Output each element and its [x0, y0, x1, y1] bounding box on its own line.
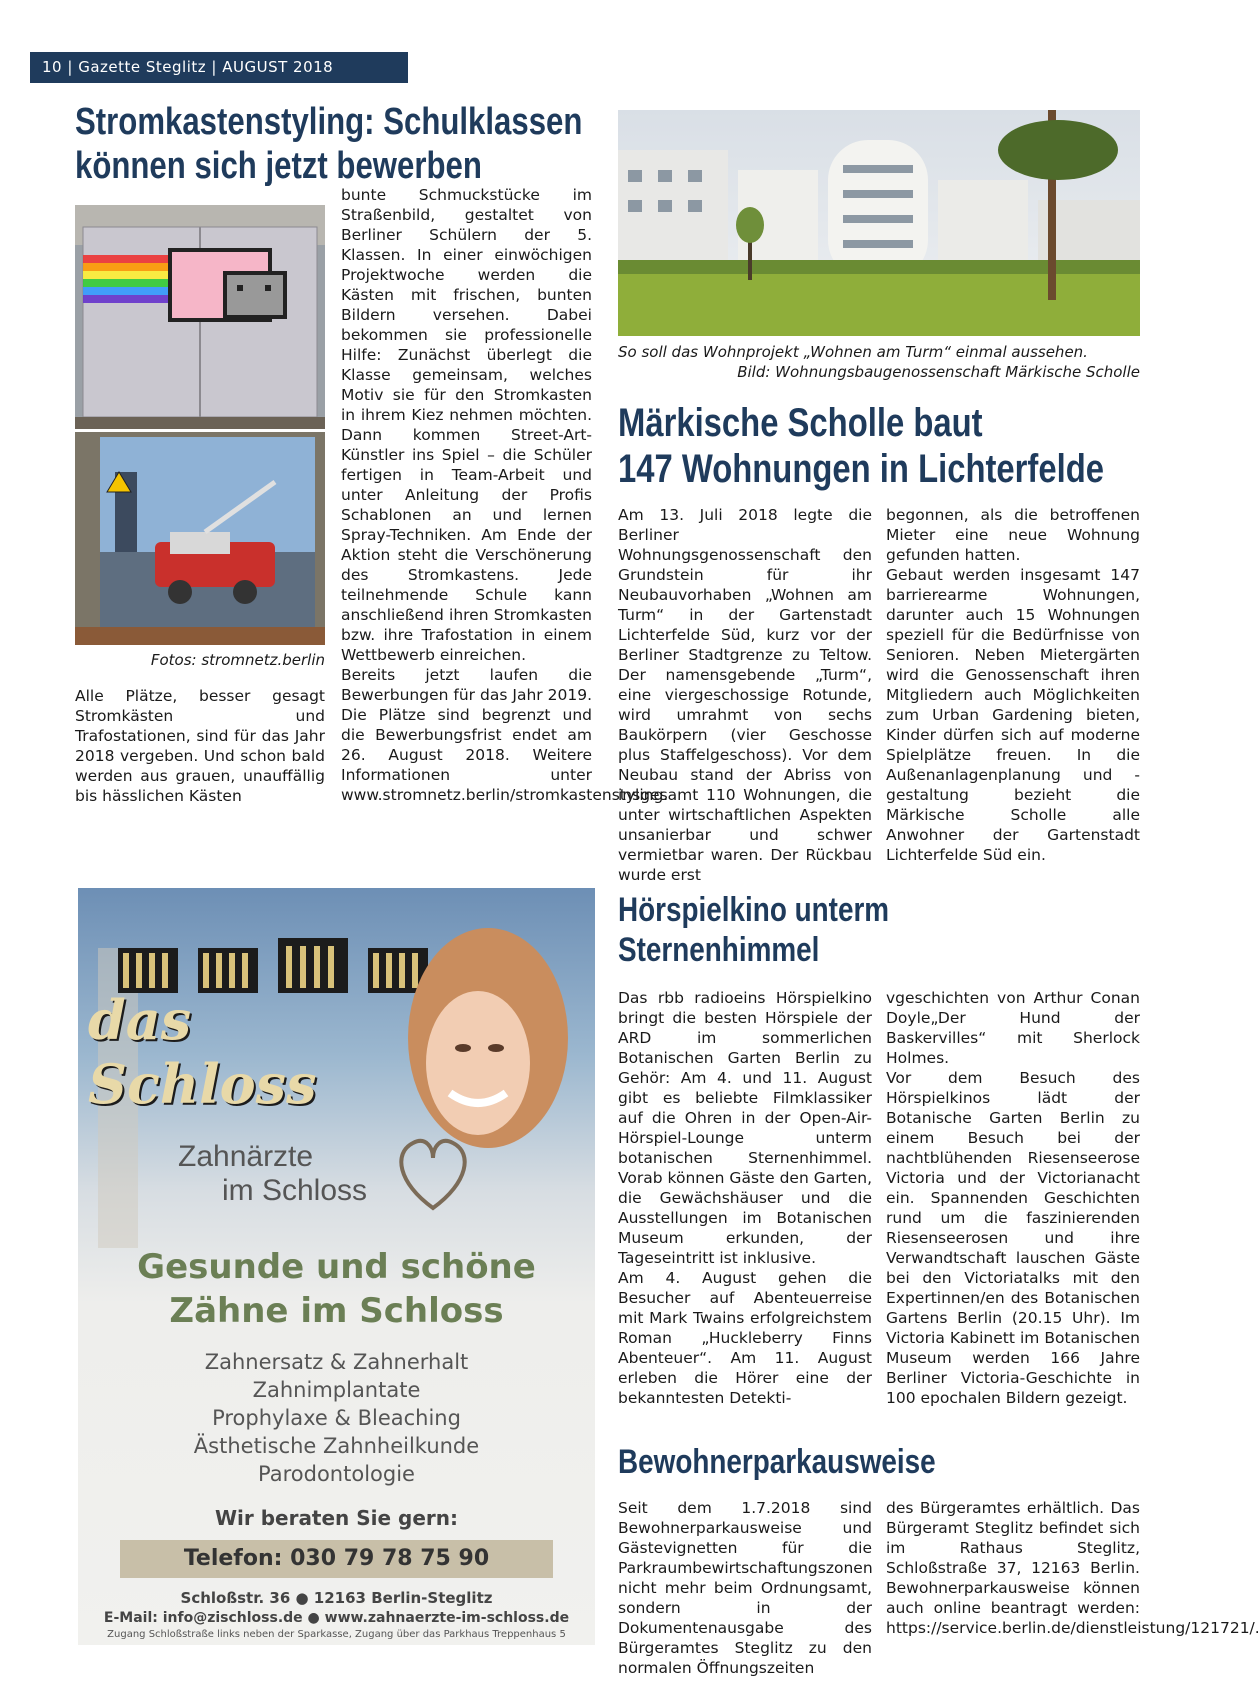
article4-title-text: Bewohnerparkausweise	[618, 1443, 936, 1481]
caption-credit: Bild: Wohnungsbaugenossenschaft Märkische Scholle	[737, 363, 1140, 381]
article1-title-line2: können sich jetzt bewerben	[75, 145, 482, 187]
article2-col2-p2: Gebaut werden insgesamt 147 barrierearme Wohnungen, darunter auch 15 Wohnungen speziell für die Bedürfnisse von Senioren. Neben Mietergärten wird die Genossenschaft ihren Mitgliedern auch Möglichkeiten zum Urban Gardening bieten, Kinder dürfen sich auf moderne Spielplätze freuen. In die Außenanlagenplanung und -gestaltung bezieht die Märkische Scholle alle Anwohner der Gartenstadt Lichterfelde Süd ein.	[886, 566, 1140, 864]
article4-title	[618, 1442, 1005, 1482]
article1-title-line1: Stromkastenstyling: Schulklassen	[75, 101, 583, 143]
article3-col2-p1: vgeschichten von Arthur Conan Doyle„Der Hund der Baskervilles“ mit Sherlock Holmes.	[886, 989, 1140, 1067]
stromkasten-photo-1	[75, 205, 325, 429]
page-header: 10 | Gazette Steglitz | AUGUST 2018	[30, 52, 408, 83]
article4-col1: Seit dem 1.7.2018 sind Bewohnerparkausweise und Gästevignetten für die Parkraumbewirtschaftungszonen nicht mehr beim Ordnungsamt, sondern in der Dokumentenausgabe des Bürgeramtes Steglitz zu den normalen Öffnungszeiten	[618, 1499, 873, 1677]
article3-title	[618, 890, 949, 970]
article1-title	[75, 100, 694, 188]
ad-access-note: Zugang Schloßstraße links neben der Sparkasse, Zugang über das Parkhaus Treppenhaus 5	[107, 1629, 566, 1640]
ad-logo-line2: im Schloss	[222, 1174, 368, 1207]
ad-headline-line1: Gesunde und schöne	[137, 1247, 536, 1287]
ad-service-item: Parodontologie	[258, 1462, 415, 1486]
ad-sign-text: das Schloss	[88, 988, 317, 1116]
article3-col1-p1: Das rbb radioeins Hörspielkino bringt die besten Hörspiele der ARD im sommerlichen Botanischen Garten Berlin zu Gehör: Am 4. und 11. August gibt es beliebte Filmklassiker auf die Ohren in der Open-Air-Hörspiel-Lounge unterm botanischen Sternenhimmel. Vorab können Gäste den Garten, die Gewächshäuser und die Ausstellungen im Botanischen Museum erkunden, der Tageseintritt ist inklusive.	[618, 989, 872, 1267]
ad-address: Schloßstr. 36 ● 12163 Berlin-Steglitz	[180, 1589, 493, 1607]
ad-headline-line2: Zähne im Schloss	[169, 1291, 504, 1331]
article1-col1: Alle Plätze, besser gesagt Stromkästen und Trafostationen, sind für das Jahr 2018 vergeben. Und schon bald werden aus grauen, unauffällig bis hässlichen Kästen	[75, 687, 325, 805]
ad-service-item: Ästhetische Zahnheilkunde	[193, 1434, 480, 1458]
publication-name: Gazette Steglitz	[78, 58, 207, 76]
image-caption	[618, 342, 1140, 382]
page-number: 10	[42, 58, 63, 76]
ad-service-item: Zahnimplantate	[252, 1378, 421, 1402]
stromkasten-photo-2	[75, 432, 325, 645]
article3-title-line1: Hörspielkino unterm	[618, 891, 890, 929]
ad-service-item: Zahnersatz & Zahnerhalt	[204, 1350, 469, 1374]
dental-advertisement	[78, 888, 595, 1645]
article2-col2	[886, 505, 1140, 865]
ad-logo-line1: Zahnärzte	[178, 1140, 314, 1173]
heart-logo-icon	[388, 1128, 478, 1218]
article2-title	[618, 400, 1211, 492]
article3-title-line2: Sternenhimmel	[618, 931, 820, 969]
ad-headline	[78, 1245, 595, 1333]
ad-service-item: Prophylaxe & Bleaching	[212, 1406, 461, 1430]
ad-services-list	[78, 1348, 595, 1488]
ad-logo-text	[178, 1140, 398, 1208]
issue-date: AUGUST 2018	[222, 58, 334, 76]
ad-cta: Wir beraten Sie gern:	[214, 1506, 459, 1530]
article1-col2-p2: Bereits jetzt laufen die Bewerbungen für das Jahr 2019. Die Plätze sind begrenzt und die Bewerbungsfrist endet am 26. August 2018. Weitere Informationen unter www.stromnetz.berlin/stromkastenstyling.	[341, 666, 669, 804]
ad-email: E-Mail: info@zischloss.de ● www.zahnaerzte-im-schloss.de	[103, 1610, 570, 1626]
article2-col1: Am 13. Juli 2018 legte die Berliner Wohnungsgenossenschaft den Grundstein für ihr Neubauvorhaben „Wohnen am Turm“ in der Gartenstadt Lichterfelde Süd, kurz vor der Berliner Stadtgrenze zu Teltow. Der namensgebende „Turm“, eine viergeschossige Rotunde, wird umrahmt von sechs Baukörpern (vier Geschosse plus Staffelgeschoss). Vor dem Neubau stand der Abriss von insgesamt 110 Wohnungen, die unter wirtschaftlichen Aspekten unsanierbar und schwer vermietbar waren. Der Rückbau wurde erst	[618, 506, 872, 884]
caption-text: So soll das Wohnprojekt „Wohnen am Turm“ einmal aussehen.	[618, 343, 1088, 361]
article3-col2	[886, 988, 1140, 1408]
article2-col2-p1: begonnen, als die betroffenen Mieter eine neue Wohnung gefunden hatten.	[886, 506, 1140, 564]
housing-rendering-image	[618, 110, 1140, 336]
article3-col2-p2: Vor dem Besuch des Hörspielkinos lädt der Botanische Garten Berlin zu einem Besuch bei der nachtblühenden Riesenseerose Victoria und der Victorianacht ein. Spannenden Geschichten rund um die faszinierenden Riesenseerosen und ihre Verwandtschaft lauschen Gäste bei den Victoriatalks mit den Expertinnen/en des Botanischen Gartens Berlin (20.15 Uhr). Im Victoria Kabinett im Botanischen Museum werden 166 Jahre Berliner Victoria-Geschichte in 100 epochalen Bildern gezeigt.	[886, 1069, 1140, 1407]
article1-col2	[341, 185, 669, 805]
article2-title-line2: 147 Wohnungen in Lichterfelde	[618, 447, 1104, 491]
article4-col2: des Bürgeramtes erhältlich. Das Bürgeramt Steglitz befindet sich im Rathaus Steglitz, Schloßstraße 37, 12163 Berlin. Bewohnerparkausweise können auch online beantragt werden: https://service.berlin.de/dienstleistung/121721/.	[886, 1499, 1260, 1637]
article1-col2-p1: bunte Schmuckstücke im Straßenbild, gestaltet von Berliner Schülern der 5. Klassen. In einer einwöchigen Projektwoche werden die Kästen mit frischen, bunten Bildern versehen. Dabei bekommen sie professionelle Hilfe: Zunächst überlegt die Klasse gemeinsam, welches Motiv sie für den Stromkasten in ihrem Kiez nehmen möchten. Dann kommen Street-Art-Künstler ins Spiel – die Schüler fertigen in Team-Arbeit und unter Anleitung der Profis Schablonen an und lernen Spray-Techniken. Am Ende der Aktion steht die Verschönerung des Stromkastens. Jede teilnehmende Schule kann anschließend ihren Stromkasten bzw. ihre Trafostation in einem Wettbewerb einreichen.	[341, 186, 592, 664]
article3-col1	[618, 988, 872, 1408]
photo-credit: Fotos: stromnetz.berlin	[150, 651, 325, 669]
article3-col1-p2: Am 4. August gehen die Besucher auf Abenteuerreise mit Mark Twains erfolgreichstem Roman „Huckleberry Finns Abenteuer“. Am 11. August erleben die Hörer eine der bekanntesten Detekti-	[618, 1269, 872, 1407]
ad-phone: Telefon: 030 79 78 75 90	[183, 1546, 490, 1571]
article2-title-line1: Märkische Scholle baut	[618, 401, 983, 445]
